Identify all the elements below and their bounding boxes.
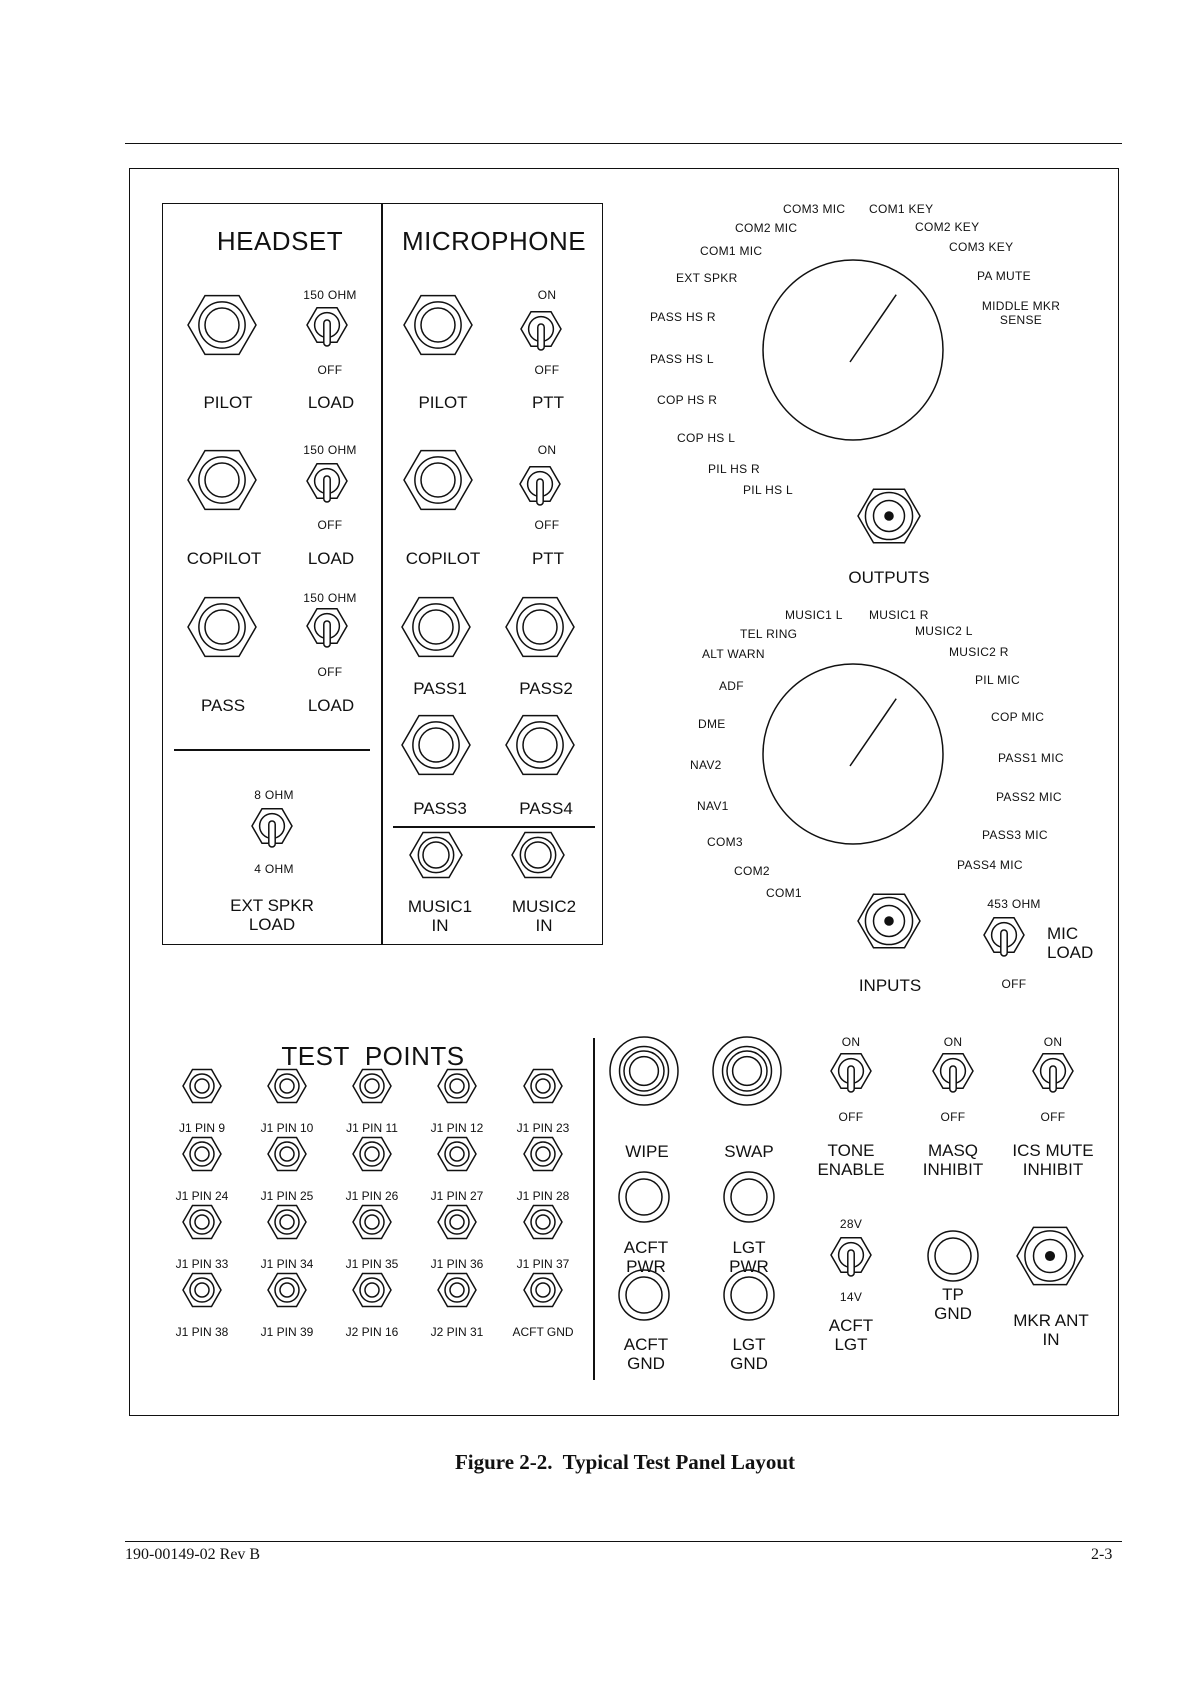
out-com2-mic: COM2 MIC <box>735 221 798 235</box>
mic-pilot-ptt-off: OFF <box>534 363 560 377</box>
test-point-jack[interactable] <box>183 1070 221 1103</box>
music2-in-jack[interactable] <box>512 833 564 878</box>
test-point-label: J1 PIN 39 <box>260 1325 314 1339</box>
out-cop-hs-l: COP HS L <box>677 431 736 445</box>
headset-pilot-load-label: LOAD <box>307 393 355 412</box>
in-cop-mic: COP MIC <box>991 710 1045 724</box>
in-adf: ADF <box>719 679 744 693</box>
tp-gnd-label: TP GND <box>934 1285 972 1323</box>
test-point-label: J1 PIN 35 <box>345 1257 399 1271</box>
test-point-jack[interactable] <box>524 1274 562 1307</box>
headset-copilot-load-switch[interactable] <box>307 464 347 502</box>
test-point-label: J1 PIN 34 <box>260 1257 314 1271</box>
test-point-label: J1 PIN 24 <box>175 1189 229 1203</box>
lgt-gnd-label: LGT GND <box>730 1335 768 1373</box>
test-point-jack[interactable] <box>183 1138 221 1171</box>
microphone-title: MICROPHONE <box>401 226 587 256</box>
test-point-label: J1 PIN 36 <box>430 1257 484 1271</box>
acft-pwr-post[interactable] <box>619 1172 669 1222</box>
acft-lgt-label: ACFT LGT <box>828 1316 874 1354</box>
wipe-label: WIPE <box>625 1142 669 1161</box>
test-point-label: J1 PIN 11 <box>346 1121 398 1135</box>
in-nav2: NAV2 <box>690 758 722 772</box>
document-number: 190-00149-02 Rev B <box>125 1546 261 1563</box>
lgt-pwr-label: LGT PWR <box>729 1238 769 1276</box>
mic-load-label: MIC LOAD <box>1047 924 1094 962</box>
acft-gnd-label: ACFT GND <box>623 1335 669 1373</box>
test-point-jack[interactable] <box>524 1070 562 1103</box>
test-point-label: ACFT GND <box>512 1325 574 1339</box>
in-com3: COM3 <box>707 835 743 849</box>
mic-pass1-label: PASS1 <box>413 679 467 698</box>
headset-pilot-load-off: OFF <box>317 363 343 377</box>
test-point-jack[interactable] <box>438 1138 476 1171</box>
test-point-label: J1 PIN 28 <box>516 1189 570 1203</box>
out-com1-mic: COM1 MIC <box>700 244 763 258</box>
mic-copilot-ptt-on: ON <box>537 443 557 457</box>
test-point-jack[interactable] <box>438 1274 476 1307</box>
outputs-bnc-connector[interactable] <box>858 489 920 543</box>
ics-mute-inhibit-on: ON <box>1043 1035 1063 1049</box>
tp-gnd-post[interactable] <box>928 1231 978 1281</box>
test-point-jack[interactable] <box>353 1138 391 1171</box>
outputs-label: OUTPUTS <box>848 568 930 587</box>
acft-pwr-label: ACFT PWR <box>623 1238 669 1276</box>
headset-copilot-load-label: LOAD <box>307 549 355 568</box>
mic-pass1-jack[interactable] <box>402 598 470 657</box>
headset-pilot-jack[interactable] <box>188 296 256 355</box>
tone-enable-label: TONE ENABLE <box>817 1141 885 1179</box>
inputs-bnc-connector[interactable] <box>858 894 920 948</box>
in-pass2-mic: PASS2 MIC <box>996 790 1062 804</box>
headset-copilot-load-off: OFF <box>317 518 343 532</box>
test-point-label: J1 PIN 12 <box>430 1121 484 1135</box>
headset-pilot-load-switch[interactable] <box>307 308 347 346</box>
headset-pilot-load-150-ohm: 150 OHM <box>303 288 357 302</box>
inputs-label: INPUTS <box>858 976 922 995</box>
headset-copilot-jack[interactable] <box>188 451 256 510</box>
test-point-label: J1 PIN 38 <box>175 1325 229 1339</box>
mic-copilot-ptt-off: OFF <box>534 518 560 532</box>
headset-pass-label: PASS <box>200 696 246 715</box>
out-ext-spkr: EXT SPKR <box>676 271 738 285</box>
headset-title: HEADSET <box>216 226 344 256</box>
mic-pass4-jack[interactable] <box>506 716 574 775</box>
mkr-ant-in-connector[interactable] <box>1017 1227 1083 1284</box>
page-number: 2-3 <box>1091 1546 1113 1563</box>
mic-pass3-label: PASS3 <box>413 799 467 818</box>
test-point-jack[interactable] <box>268 1206 306 1239</box>
mkr-ant-in-label: MKR ANT IN <box>1013 1311 1089 1349</box>
in-nav1: NAV1 <box>697 799 729 813</box>
ext-spkr-8-ohm: 8 OHM <box>254 788 294 802</box>
test-point-jack[interactable] <box>183 1274 221 1307</box>
ext-spkr-load-label: EXT SPKR LOAD <box>230 896 314 934</box>
test-point-jack[interactable] <box>438 1070 476 1103</box>
acft-gnd-post[interactable] <box>619 1270 669 1320</box>
test-point-label: J2 PIN 31 <box>430 1325 484 1339</box>
out-pass-hs-r: PASS HS R <box>650 310 716 324</box>
out-cop-hs-r: COP HS R <box>657 393 718 407</box>
out-pil-hs-r: PIL HS R <box>708 462 760 476</box>
out-com3-mic: COM3 MIC <box>783 202 846 216</box>
out-com2-key: COM2 KEY <box>915 220 980 234</box>
wipe-button-center[interactable] <box>624 1051 664 1091</box>
ics-mute-inhibit-label: ICS MUTE INHIBIT <box>1012 1141 1094 1179</box>
out-pil-hs-l: PIL HS L <box>743 483 793 497</box>
ics-mute-inhibit-switch[interactable] <box>1033 1054 1073 1092</box>
mic-load-switch[interactable] <box>984 918 1024 956</box>
mic-pass2-jack[interactable] <box>506 598 574 657</box>
mic-load-453-ohm: 453 OHM <box>987 897 1041 911</box>
out-com1-key: COM1 KEY <box>869 202 934 216</box>
mic-pass3-jack[interactable] <box>402 716 470 775</box>
mic-pilot-ptt-switch[interactable] <box>521 312 561 350</box>
test-point-jack[interactable] <box>268 1070 306 1103</box>
figure-caption: Figure 2-2. Typical Test Panel Layout <box>454 1450 796 1474</box>
mic-pass2-label: PASS2 <box>519 679 573 698</box>
in-pass4-mic: PASS4 MIC <box>957 858 1023 872</box>
test-point-label: J1 PIN 23 <box>516 1121 570 1135</box>
ics-mute-inhibit-off: OFF <box>1040 1110 1066 1124</box>
in-music2-l: MUSIC2 L <box>915 624 973 638</box>
test-points-title: TEST POINTS <box>281 1041 465 1071</box>
test-point-jack[interactable] <box>268 1138 306 1171</box>
acft-lgt-switch[interactable] <box>831 1238 871 1276</box>
mic-copilot-ptt-switch[interactable] <box>520 467 560 505</box>
out-com3-key: COM3 KEY <box>949 240 1014 254</box>
test-point-jack[interactable] <box>353 1206 391 1239</box>
in-alt-warn: ALT WARN <box>702 647 765 661</box>
test-point-label: J1 PIN 25 <box>260 1189 314 1203</box>
inputs-selector-knob[interactable] <box>763 664 943 844</box>
wipe-button[interactable] <box>610 1037 678 1105</box>
mic-copilot-jack[interactable] <box>404 451 472 510</box>
in-dme: DME <box>698 717 726 731</box>
test-point-jack[interactable] <box>353 1070 391 1103</box>
in-pil-mic: PIL MIC <box>975 673 1020 687</box>
test-point-label: J1 PIN 37 <box>516 1257 570 1271</box>
swap-button[interactable] <box>713 1037 781 1105</box>
ext-spkr-4-ohm: 4 OHM <box>254 862 294 876</box>
tone-enable-switch[interactable] <box>831 1054 871 1092</box>
masq-inhibit-off: OFF <box>940 1110 966 1124</box>
test-point-jack[interactable] <box>183 1206 221 1239</box>
swap-label: SWAP <box>724 1142 774 1161</box>
masq-inhibit-switch[interactable] <box>933 1054 973 1092</box>
mic-copilot-label: COPILOT <box>405 549 481 568</box>
in-tel-ring: TEL RING <box>740 627 798 641</box>
ext-spkr-load-switch[interactable] <box>252 809 292 847</box>
mic-pass4-label: PASS4 <box>519 799 573 818</box>
headset-copilot-label: COPILOT <box>186 549 262 568</box>
headset-pass-load-label: LOAD <box>307 696 355 715</box>
test-point-jack[interactable] <box>268 1274 306 1307</box>
acft-lgt-14v: 14V <box>839 1290 863 1304</box>
masq-inhibit-on: ON <box>943 1035 963 1049</box>
in-music1-r: MUSIC1 R <box>869 608 929 622</box>
mic-pilot-ptt-on: ON <box>537 288 557 302</box>
mic-pilot-ptt-label: PTT <box>531 393 565 412</box>
test-point-jack[interactable] <box>524 1138 562 1171</box>
test-point-label: J1 PIN 27 <box>430 1189 484 1203</box>
acft-lgt-28v: 28V <box>839 1217 863 1231</box>
test-point-label: J2 PIN 16 <box>345 1325 399 1339</box>
test-point-label: J1 PIN 26 <box>345 1189 399 1203</box>
masq-inhibit-label: MASQ INHIBIT <box>922 1141 984 1179</box>
test-point-jack[interactable] <box>524 1206 562 1239</box>
mic-copilot-ptt-label: PTT <box>531 549 565 568</box>
test-point-label: J1 PIN 9 <box>178 1121 226 1135</box>
headset-pass-load-150-ohm: 150 OHM <box>303 591 357 605</box>
test-point-label: J1 PIN 33 <box>175 1257 229 1271</box>
out-pa-mute: PA MUTE <box>977 269 1031 283</box>
in-com1: COM1 <box>766 886 802 900</box>
headset-pass-jack[interactable] <box>188 598 256 657</box>
in-com2: COM2 <box>734 864 770 878</box>
outputs-selector-knob[interactable] <box>763 260 943 440</box>
test-point-jack[interactable] <box>353 1274 391 1307</box>
test-point-jack[interactable] <box>438 1206 476 1239</box>
in-music2-r: MUSIC2 R <box>949 645 1009 659</box>
swap-button-center[interactable] <box>727 1051 767 1091</box>
headset-pass-load-switch[interactable] <box>307 609 347 647</box>
out-pass-hs-l: PASS HS L <box>650 352 714 366</box>
music1-in-jack[interactable] <box>410 833 462 878</box>
in-pass1-mic: PASS1 MIC <box>998 751 1064 765</box>
tone-enable-off: OFF <box>838 1110 864 1124</box>
mic-pilot-label: PILOT <box>418 393 468 412</box>
headset-pass-load-off: OFF <box>317 665 343 679</box>
mic-load-off: OFF <box>1001 977 1027 991</box>
headset-pilot-label: PILOT <box>203 393 253 412</box>
lgt-pwr-post[interactable] <box>724 1172 774 1222</box>
in-music1-l: MUSIC1 L <box>785 608 843 622</box>
in-pass3-mic: PASS3 MIC <box>982 828 1048 842</box>
lgt-gnd-post[interactable] <box>724 1270 774 1320</box>
test-point-label: J1 PIN 10 <box>260 1121 314 1135</box>
headset-copilot-load-150-ohm: 150 OHM <box>303 443 357 457</box>
music2-in-label: MUSIC2 IN <box>511 897 577 935</box>
tone-enable-on: ON <box>841 1035 861 1049</box>
out-middle-mkr-sense: MIDDLE MKR SENSE <box>981 299 1061 328</box>
music1-in-label: MUSIC1 IN <box>407 897 473 935</box>
mic-pilot-jack[interactable] <box>404 296 472 355</box>
